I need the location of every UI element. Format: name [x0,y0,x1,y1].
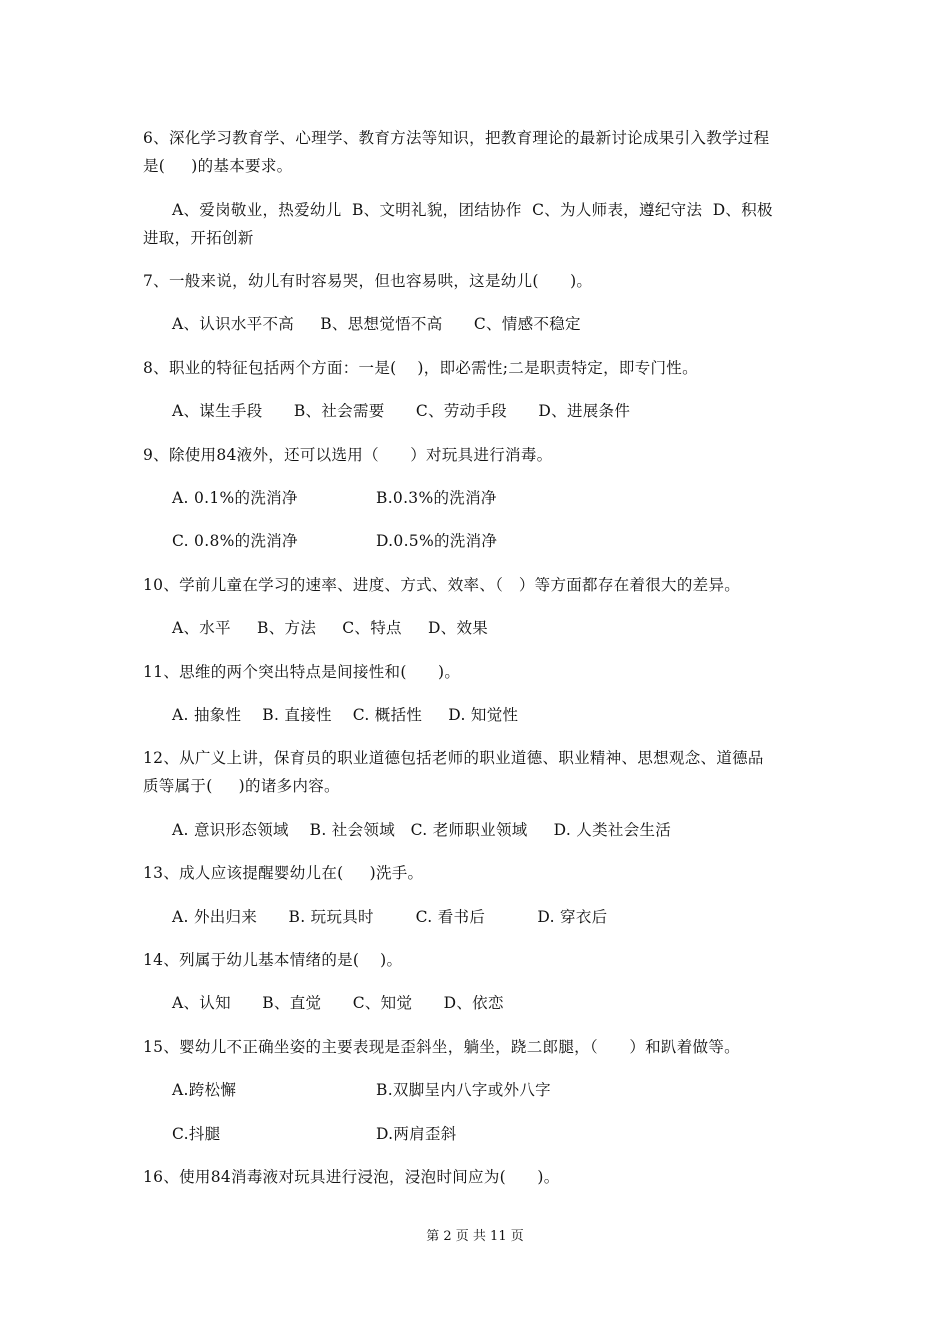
question-15-option-d: D.两肩歪斜 [376,1125,457,1143]
question-9-option-a: A. 0.1%的洗消净 [172,489,298,507]
question-9-option-d: D.0.5%的洗消净 [376,532,498,550]
question-10-stem: 10、学前儿童在学习的速率、进度、方式、效率、（ ）等方面都存在着很大的差异。 [143,576,741,594]
question-9-option-b: B.0.3%的洗消净 [376,489,497,507]
question-15-option-b: B.双脚呈内八字或外八字 [376,1081,551,1099]
question-6-line-2: 是( )的基本要求。 [143,157,293,175]
question-9-option-c: C. 0.8%的洗消净 [172,532,298,550]
question-11-options: A. 抽象性 B. 直接性 C. 概括性 D. 知觉性 [172,706,519,724]
question-8-stem: 8、职业的特征包括两个方面：一是( )，即必需性;二是职责特定，即专门性。 [143,359,698,377]
question-9-stem: 9、除使用84液外，还可以选用（ ）对玩具进行消毒。 [143,446,553,464]
question-6-options-line-1: A、爱岗敬业，热爱幼儿 B、文明礼貌，团结协作 C、为人师表，遵纪守法 D、积极 [172,201,773,219]
question-6-line-1: 6、深化学习教育学、心理学、教育方法等知识，把教育理论的最新讨论成果引入教学过程 [143,129,770,147]
question-15-option-a: A.跨松懈 [172,1081,237,1099]
question-11-stem: 11、思维的两个突出特点是间接性和( )。 [143,663,461,681]
page-number-footer: 第 2 页 共 11 页 [426,1229,524,1244]
question-10-options: A、水平 B、方法 C、特点 D、效果 [172,619,489,637]
question-14-stem: 14、列属于幼儿基本情绪的是( )。 [143,951,403,969]
question-16-stem: 16、使用84消毒液对玩具进行浸泡，浸泡时间应为( )。 [143,1168,560,1186]
question-15-stem: 15、婴幼儿不正确坐姿的主要表现是歪斜坐，躺坐，跷二郎腿，（ ）和趴着做等。 [143,1038,740,1056]
question-12-options: A. 意识形态领域 B. 社会领域 C. 老师职业领域 D. 人类社会生活 [172,821,672,839]
question-13-stem: 13、成人应该提醒婴幼儿在( )洗手。 [143,864,424,882]
question-13-options: A. 外出归来 B. 玩玩具时 C. 看书后 D. 穿衣后 [172,908,608,926]
question-15-option-c: C.抖腿 [172,1125,221,1143]
question-7-stem: 7、一般来说，幼儿有时容易哭，但也容易哄，这是幼儿( )。 [143,272,593,290]
question-6-options-line-2: 进取，开拓创新 [143,229,254,247]
question-8-options: A、谋生手段 B、社会需要 C、劳动手段 D、进展条件 [172,402,631,420]
question-12-line-2: 质等属于( )的诸多内容。 [143,777,340,795]
question-14-options: A、认知 B、直觉 C、知觉 D、依恋 [172,994,504,1012]
question-7-options: A、认识水平不高 B、思想觉悟不高 C、情感不稳定 [172,315,581,333]
question-12-line-1: 12、从广义上讲，保育员的职业道德包括老师的职业道德、职业精神、思想观念、道德品 [143,749,764,767]
